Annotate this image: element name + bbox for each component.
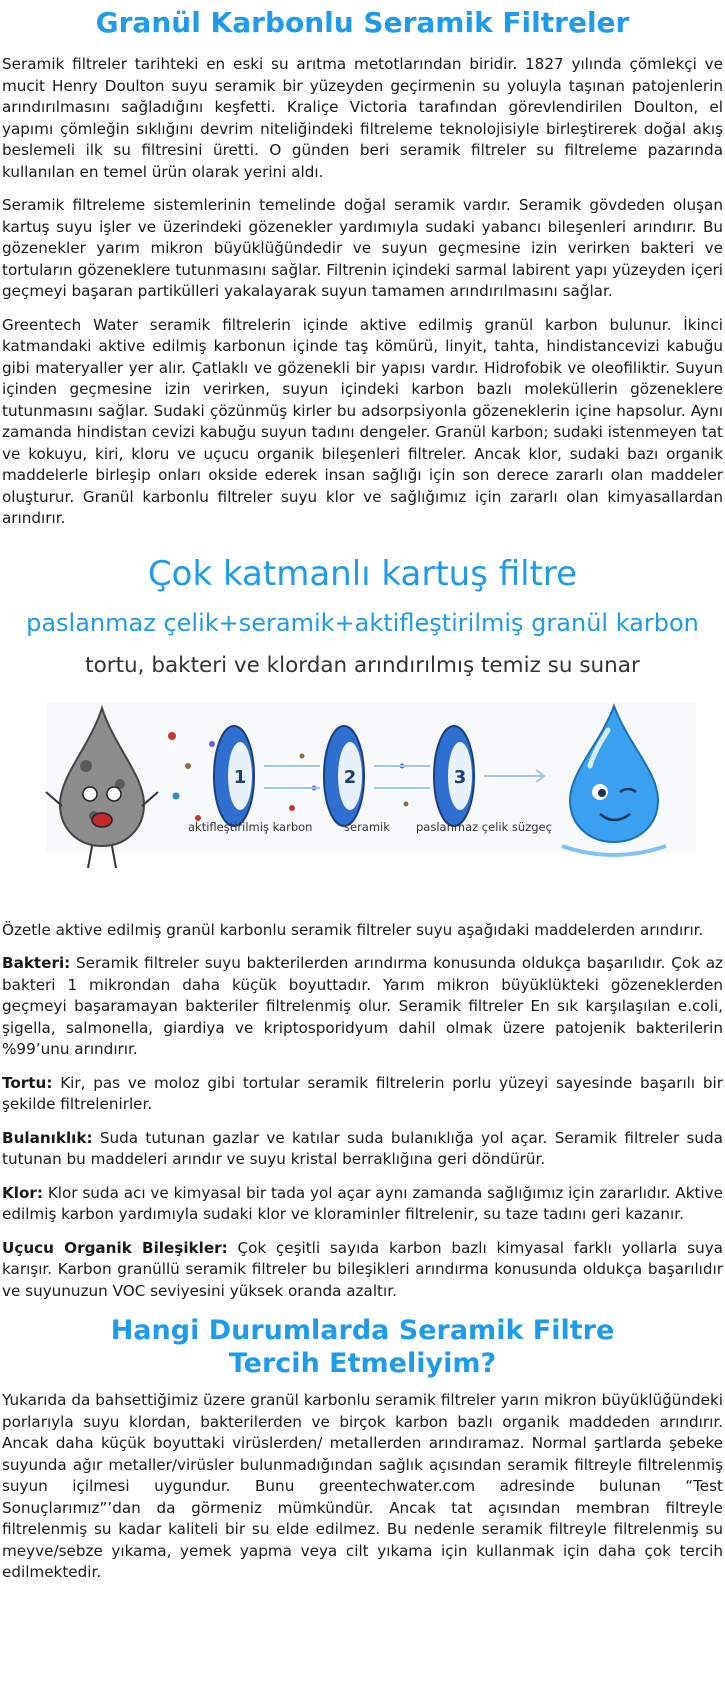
summary-intro: Özetle aktive edilmiş granül karbonlu seramik filtreler suyu aşağıdaki maddelerden arındırır. <box>2 920 704 939</box>
filter-illustration <box>2 696 725 876</box>
question-heading <box>2 1314 723 1380</box>
item-text: Klor suda acı ve kimyasal bir tada yol açar aynı zamanda sağlığımız için zararlıdır. Aktive edilmiş karbon yardımıyla sudaki klor ve kloraminler filtrelenir, su taze tadını geri kazanır. <box>2 1183 723 1223</box>
summary-section <box>2 920 723 1303</box>
item-voc <box>2 1238 723 1303</box>
layer-number-3: 3 <box>453 766 467 788</box>
filter-diagram <box>2 696 723 876</box>
caption-ceramic: seramik <box>344 819 390 834</box>
feature-title: Çok katmanlı kartuş filtre <box>147 553 578 594</box>
question-heading-line-1: Hangi Durumlarda Seramik Filtre <box>110 1315 615 1346</box>
question-heading-line-2: Tercih Etmeliyim? <box>228 1348 497 1379</box>
item-bacteria <box>2 953 723 1061</box>
intro-section <box>2 54 723 530</box>
item-label: Bakteri: <box>2 954 71 972</box>
item-label: Bulanıklık: <box>2 1128 93 1147</box>
filter-layer-1 <box>214 726 254 826</box>
item-label: Tortu: <box>2 1073 53 1092</box>
intro-paragraph-2: Seramik filtreleme sistemlerinin temelinde doğal seramik vardır. Seramik gövdeden oluşan kartuş suyu işler ve üzerindeki gözenekler yardımıyla sudaki yabancı bileşenleri arındırır. Bu gözenekler yarım mikron büyüklüğündedir ve suyun geçmesine izin verirken bakteri ve tortuların gözeneklere tutunmasını sağlar. Filtrenin içindeki sarmal labirent yapı yüzeyden içeri geçmeyi başaran partikülleri yakalayarak suyun tamamen arındırılmasını sağlar. <box>2 196 723 300</box>
item-text: Kir, pas ve moloz gibi tortular seramik filtrelerin porlu yüzeyi sayesinde başarılı bir şekilde filtrelenirler. <box>2 1073 723 1113</box>
intro-paragraph-3: Greentech Water seramik filtrelerin içinde aktive edilmiş granül karbon bulunur. İkinci katmandaki aktive edilmiş karbonun içinde taş kömürü, linyit, tahta, hindistancevizi kabuğu gibi materyaller yer alır. Çatlaklı ve gözenekli bir yapısı vardır. Hidrofobik ve oleofiliktir. Suyun içinden geçmesine izin verirken, suyun içindeki karbon bazlı moleküllerin gözeneklere tutunmasını sağlar. Sudaki çözünmüş kirler bu adsorpsiyonla gözeneklerin içine hapsolur. Aynı zamanda hindistan cevizi kabuğu suyun tadını dengeler. Granül karbon; sudaki istenmeyen tat ve kokuyu, kiri, kloru ve uçucu organik bileşenleri filtreler. Ancak klor, sudaki bazı organik maddelerle birleşip onları okside ederek insan sağlığı için son derece zararlı olan maddeler oluşturur. Granül karbonlu filtreler suyu klor ve sağlığımız için zararlı olan kimyasallardan arındırır. <box>2 315 723 527</box>
item-chlorine <box>2 1183 723 1226</box>
page-title: Granül Karbonlu Seramik Filtreler <box>95 6 630 39</box>
item-turbidity <box>2 1128 723 1171</box>
caption-carbon: aktifleştirilmiş karbon <box>188 819 313 834</box>
layer-number-1: 1 <box>233 766 247 788</box>
filter-layer-2 <box>324 726 364 826</box>
item-text: Seramik filtreler suyu bakterilerden arındırma konusunda oldukça başarılıdır. Çok az bakteri 1 mikrondan daha küçük boyuttadır. Yarım mikron büyüklükteki gözeneklerden geçmeyi başaramayan bakteriler filtrelenmiş olur. Seramik filtreler En sık karşılaşılan e.coli, şigella, salmonella, giardiya ve kriptosporidyum dahil olmak üzere patojenik bakterilerin %99’unu arındırır. <box>2 954 723 1058</box>
feature-tagline: tortu, bakteri ve klordan arındırılmış temiz su sunar <box>85 652 640 678</box>
item-label: Klor: <box>2 1183 43 1202</box>
item-text: Suda tutunan gazlar ve katılar suda bulanıklığa yol açar. Seramik filtreler suda tutunan bu maddeleri arındır ve suyu kristal berraklığına geri döndürür. <box>2 1128 723 1168</box>
caption-steel: paslanmaz çelik süzgeç <box>416 819 552 834</box>
layer-number-2: 2 <box>343 766 357 788</box>
item-label: Uçucu Organik Bileşikler: <box>2 1238 228 1257</box>
filter-layer-3 <box>434 726 474 826</box>
item-text: Çok çeşitli sayıda karbon bazlı kimyasal farklı yollarla suya karışır. Karbon granüllü seramik filtreler bu bileşikleri arındırma konusunda oldukça başarılıdır ve suyunuzun VOC seviyesini yüksek oranda azaltır. <box>2 1238 723 1300</box>
closing-paragraph: Yukarıda da bahsettiğimiz üzere granül karbonlu seramik filtreler yarın mikron büyüklüğündeki porlarıyla suyu klordan, bakterilerden ve birçok karbon bazlı organik maddeden arındırır. Ancak daha küçük boyuttaki virüslerden/ metallerden arındıramaz. Normal şartlarda şebeke suyunda ağır metaller/virüsler bulunmadığından sağlık açısından seramik filtreyle filtrelenmiş suyun içilmesi uygundur. Bunu greentechwater.com adresinde bulunan “Test Sonuçlarımız”’dan da görmeniz mümkündür. Ancak tat açısından membran filtreyle filtrelenmiş su kadar kaliteli bir su elde edilmez. Bu nedenle seramik filtreyle filtrelenmiş su meyve/sebze yıkama, yemek yapma veya cilt yıkama için kullanmak için daha çok tercih edilmektedir. <box>2 1391 723 1581</box>
feature-subtitle: paslanmaz çelik+seramik+aktifleştirilmiş granül karbon <box>26 608 699 637</box>
intro-paragraph-1: Seramik filtreler tarihteki en eski su arıtma metotlarından biridir. 1827 yılında çömlekçi ve mucit Henry Doulton suyu seramik bir yüzeyden geçirmenin su yoluyla taşınan patojenlerin arındırılmasını sağladığını keşfetti. Kraliçe Victoria tarafından görevlendirilen Doulton, el yapımı çömleğin sıklığını devrim niteliğindeki filtreleme teknolojisiyle birleştirerek doğal akış beslemeli ilk su filtresini üretti. O günden beri seramik filtreler su filtreleme pazarında kullanılan en temel ürün olarak yerini aldı. <box>2 55 723 181</box>
item-sediment <box>2 1073 723 1116</box>
